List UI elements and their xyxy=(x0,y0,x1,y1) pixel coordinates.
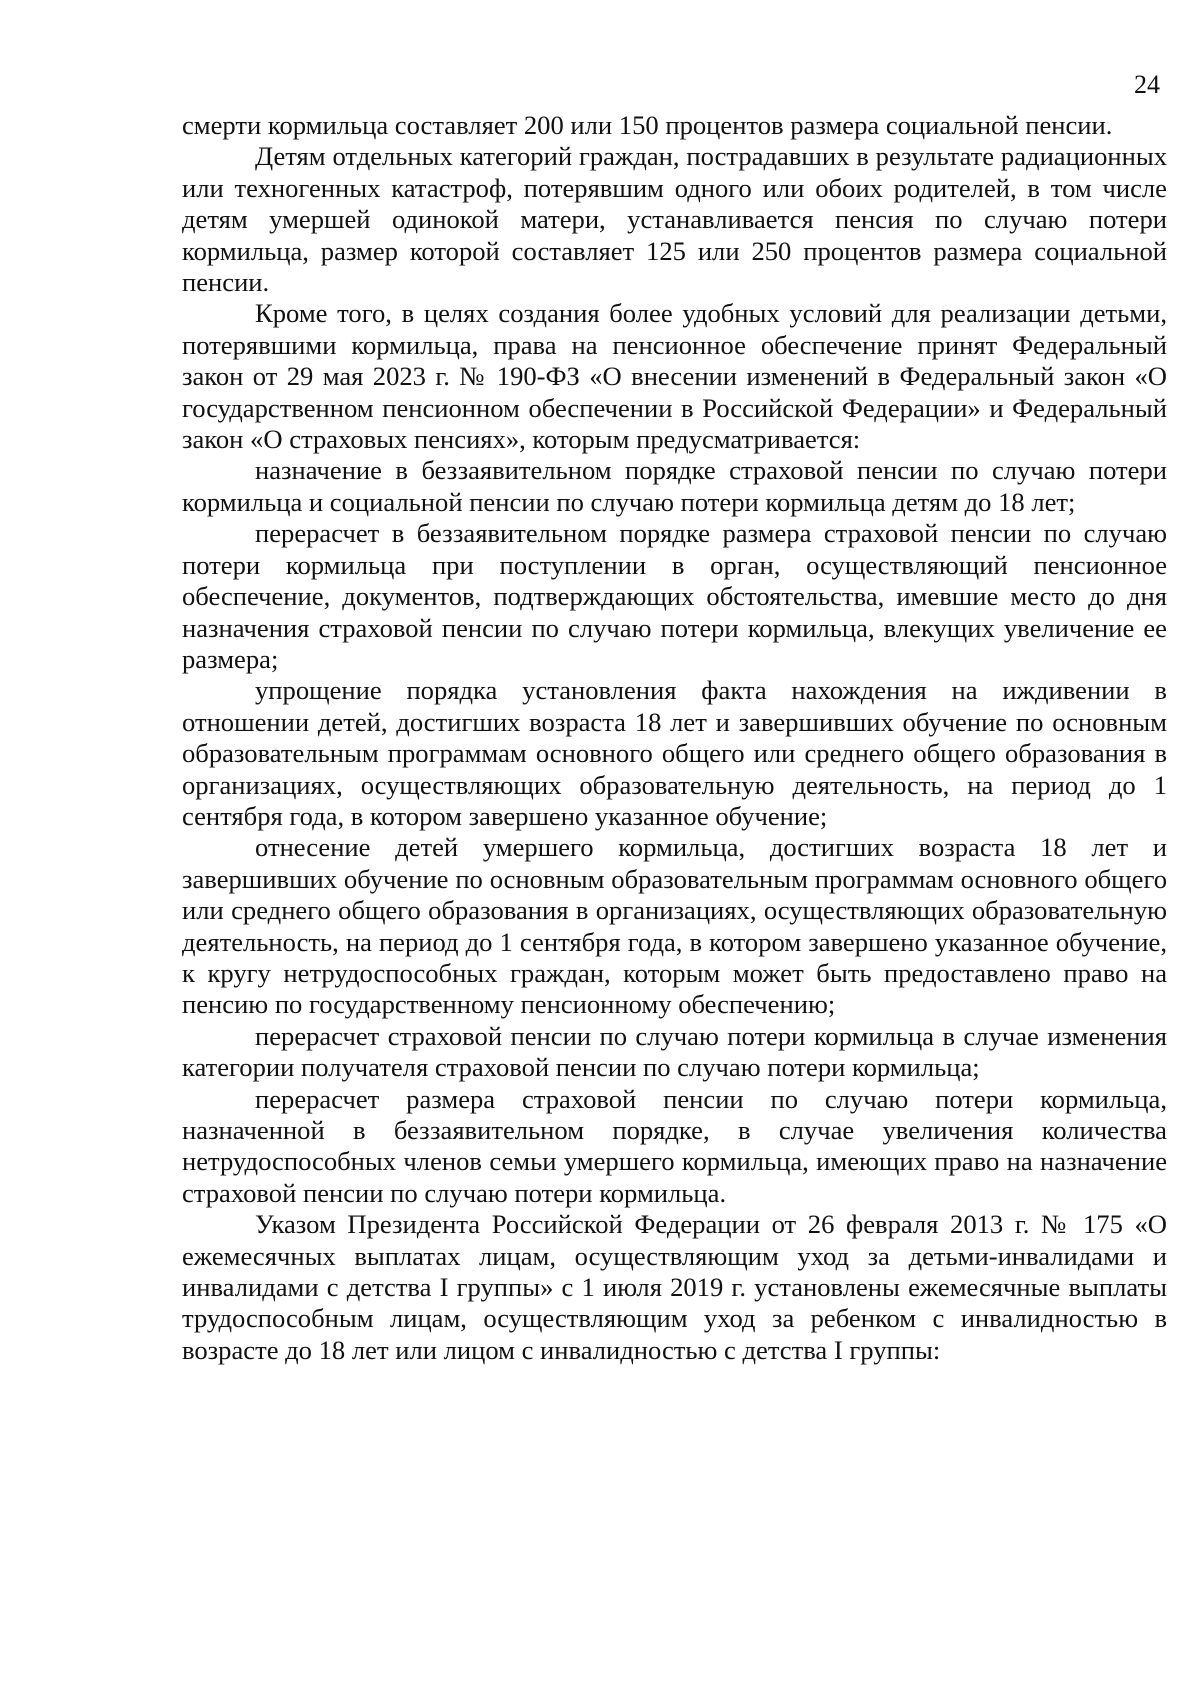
paragraph: Кроме того, в целях создания более удобных условий для реализации детьми, потерявшими кормильца, права на пенсионное обеспечение принят Федеральный закон от 29 мая 2023 г. № 190-ФЗ «О внесении изменений в Федеральный закон «О государственном пенсионном обеспечении в Российской Федерации» и Федеральный закон «О страховых пенсиях», которым предусматривается: xyxy=(182,298,1167,455)
paragraph: Детям отдельных категорий граждан, пострадавших в результате радиационных или техногенных катастроф, потерявшим одного или обоих родителей, в том числе детям умершей одинокой матери, устанавливается пенсия по случаю потери кормильца, размер которой составляет 125 или 250 процентов размера социальной пенсии. xyxy=(182,141,1167,298)
paragraph: Указом Президента Российской Федерации от 26 февраля 2013 г. № 175 «О ежемесячных выплатах лицам, осуществляющим уход за детьми-инвалидами и инвалидами с детства I группы» с 1 июля 2019 г. установлены ежемесячные выплаты трудоспособным лицам, осуществляющим уход за ребенком с инвалидностью в возрасте до 18 лет или лицом с инвалидностью с детства I группы: xyxy=(182,1209,1167,1365)
list-item: упрощение порядка установления факта нахождения на иждивении в отношении детей, достигших возраста 18 лет и завершивших обучение по основным образовательным программам основного общего или среднего общего образования в организациях, осуществляющих образовательную деятельность, на период до 1 сентября года, в котором завершено указанное обучение; xyxy=(182,675,1167,831)
page-number: 24 xyxy=(1134,70,1160,99)
list-item: назначение в беззаявительном порядке страховой пенсии по случаю потери кормильца и социальной пенсии по случаю потери кормильца детям до 18 лет; xyxy=(182,455,1167,517)
document-body xyxy=(182,110,1167,1366)
list-item: перерасчет в беззаявительном порядке размера страховой пенсии по случаю потери кормильца при поступлении в орган, осуществляющий пенсионное обеспечение, документов, подтверждающих обстоятельства, имевшие место до дня назначения страховой пенсии по случаю потери кормильца, влекущих увеличение ее размера; xyxy=(182,518,1167,674)
list-item: перерасчет страховой пенсии по случаю потери кормильца в случае изменения категории получателя страховой пенсии по случаю потери кормильца; xyxy=(182,1020,1167,1083)
paragraph: смерти кормильца составляет 200 или 150 процентов размера социальной пенсии. xyxy=(182,110,1113,140)
list-item: отнесение детей умершего кормильца, достигших возраста 18 лет и завершивших обучение по основным образовательным программам основного общего или среднего общего образования в организациях, осуществляющих образовательную деятельность, на период до 1 сентября года, в котором завершено указанное обучение, к кругу нетрудоспособных граждан, которым может быть предоставлено право на пенсию по государственному пенсионному обеспечению; xyxy=(182,832,1167,1020)
list-item: перерасчет размера страховой пенсии по случаю потери кормильца, назначенной в беззаявительном порядке, в случае увеличения количества нетрудоспособных членов семьи умершего кормильца, имеющих право на назначение страховой пенсии по случаю потери кормильца. xyxy=(182,1083,1167,1208)
